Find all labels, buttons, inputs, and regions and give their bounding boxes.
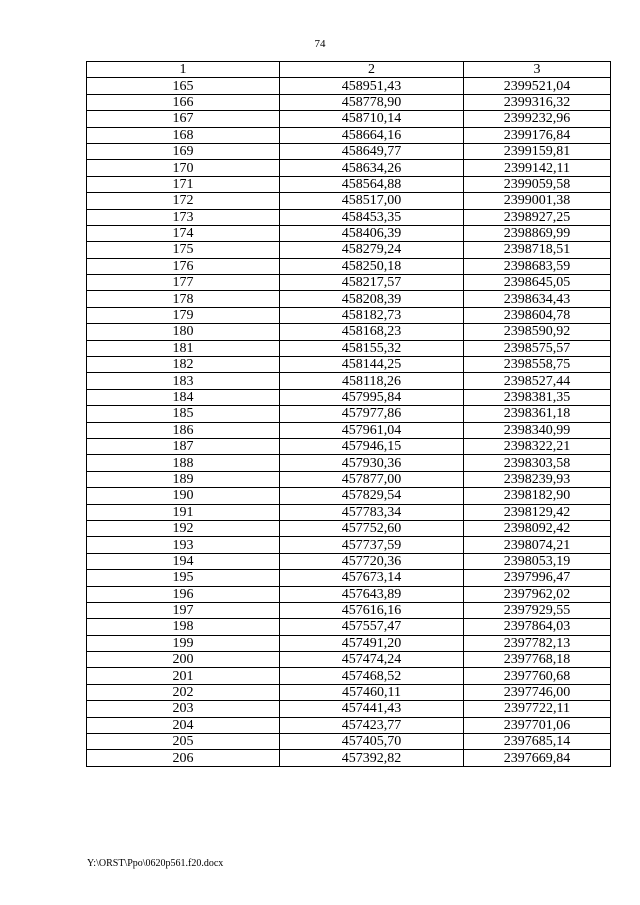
x-coordinate-cell: 457946,15 (280, 438, 464, 454)
x-coordinate-cell: 458168,23 (280, 324, 464, 340)
x-coordinate-cell: 458778,90 (280, 94, 464, 110)
table-row (87, 258, 611, 274)
table-row (87, 553, 611, 569)
x-coordinate-cell: 457557,47 (280, 619, 464, 635)
y-coordinate-cell: 2397669,84 (464, 750, 611, 766)
point-number-cell: 198 (87, 619, 280, 635)
table-row (87, 734, 611, 750)
y-coordinate-cell: 2399001,38 (464, 193, 611, 209)
table-row (87, 668, 611, 684)
x-coordinate-cell: 457460,11 (280, 684, 464, 700)
x-coordinate-cell: 458453,35 (280, 209, 464, 225)
y-coordinate-cell: 2398869,99 (464, 225, 611, 241)
x-coordinate-cell: 457405,70 (280, 734, 464, 750)
table-row (87, 619, 611, 635)
document-file-path: Y:\ORST\Ppo\0620p561.f20.docx (87, 858, 224, 869)
point-number-cell: 206 (87, 750, 280, 766)
table-row (87, 340, 611, 356)
y-coordinate-cell: 2397768,18 (464, 652, 611, 668)
y-coordinate-cell: 2399316,32 (464, 94, 611, 110)
table-row (87, 602, 611, 618)
x-coordinate-cell: 457720,36 (280, 553, 464, 569)
y-coordinate-cell: 2398381,35 (464, 389, 611, 405)
y-coordinate-cell: 2398092,42 (464, 520, 611, 536)
table-row (87, 750, 611, 766)
point-number-cell: 193 (87, 537, 280, 553)
x-coordinate-cell: 458118,26 (280, 373, 464, 389)
x-coordinate-cell: 458634,26 (280, 160, 464, 176)
point-number-cell: 165 (87, 78, 280, 94)
table-row (87, 307, 611, 323)
point-number-cell: 178 (87, 291, 280, 307)
point-number-cell: 191 (87, 504, 280, 520)
y-coordinate-cell: 2398927,25 (464, 209, 611, 225)
x-coordinate-cell: 457423,77 (280, 717, 464, 733)
table-row (87, 406, 611, 422)
x-coordinate-cell: 457491,20 (280, 635, 464, 651)
point-number-cell: 199 (87, 635, 280, 651)
x-coordinate-cell: 457930,36 (280, 455, 464, 471)
point-number-cell: 188 (87, 455, 280, 471)
point-number-cell: 190 (87, 488, 280, 504)
x-coordinate-cell: 458144,25 (280, 357, 464, 373)
y-coordinate-cell: 2398527,44 (464, 373, 611, 389)
y-coordinate-cell: 2397929,55 (464, 602, 611, 618)
table-row (87, 389, 611, 405)
y-coordinate-cell: 2397864,03 (464, 619, 611, 635)
x-coordinate-cell: 457877,00 (280, 471, 464, 487)
table-row (87, 275, 611, 291)
table-row (87, 324, 611, 340)
table-row (87, 504, 611, 520)
x-coordinate-cell: 457474,24 (280, 652, 464, 668)
x-coordinate-cell: 458710,14 (280, 111, 464, 127)
point-number-cell: 173 (87, 209, 280, 225)
point-number-cell: 202 (87, 684, 280, 700)
table-row (87, 635, 611, 651)
x-coordinate-cell: 458649,77 (280, 143, 464, 159)
x-coordinate-cell: 457392,82 (280, 750, 464, 766)
y-coordinate-cell: 2398683,59 (464, 258, 611, 274)
table-row (87, 78, 611, 94)
point-number-cell: 185 (87, 406, 280, 422)
x-coordinate-cell: 457441,43 (280, 701, 464, 717)
point-number-cell: 166 (87, 94, 280, 110)
y-coordinate-cell: 2398634,43 (464, 291, 611, 307)
x-coordinate-cell: 458564,88 (280, 176, 464, 192)
x-coordinate-cell: 457829,54 (280, 488, 464, 504)
x-coordinate-cell: 457468,52 (280, 668, 464, 684)
table-row (87, 373, 611, 389)
y-coordinate-cell: 2398604,78 (464, 307, 611, 323)
column-header: 2 (280, 62, 464, 78)
point-number-cell: 170 (87, 160, 280, 176)
point-number-cell: 172 (87, 193, 280, 209)
x-coordinate-cell: 458951,43 (280, 78, 464, 94)
y-coordinate-cell: 2398558,75 (464, 357, 611, 373)
point-number-cell: 181 (87, 340, 280, 356)
y-coordinate-cell: 2398340,99 (464, 422, 611, 438)
y-coordinate-cell: 2397962,02 (464, 586, 611, 602)
y-coordinate-cell: 2399142,11 (464, 160, 611, 176)
point-number-cell: 177 (87, 275, 280, 291)
point-number-cell: 204 (87, 717, 280, 733)
table-row (87, 111, 611, 127)
point-number-cell: 169 (87, 143, 280, 159)
y-coordinate-cell: 2399159,81 (464, 143, 611, 159)
point-number-cell: 186 (87, 422, 280, 438)
y-coordinate-cell: 2397996,47 (464, 570, 611, 586)
x-coordinate-cell: 458182,73 (280, 307, 464, 323)
table-row (87, 717, 611, 733)
table-row (87, 438, 611, 454)
table-row (87, 701, 611, 717)
table-row (87, 160, 611, 176)
point-number-cell: 205 (87, 734, 280, 750)
point-number-cell: 184 (87, 389, 280, 405)
point-number-cell: 197 (87, 602, 280, 618)
y-coordinate-cell: 2398718,51 (464, 242, 611, 258)
x-coordinate-cell: 458406,39 (280, 225, 464, 241)
y-coordinate-cell: 2399176,84 (464, 127, 611, 143)
table-row (87, 225, 611, 241)
point-number-cell: 183 (87, 373, 280, 389)
y-coordinate-cell: 2397782,13 (464, 635, 611, 651)
x-coordinate-cell: 458664,16 (280, 127, 464, 143)
table-row (87, 176, 611, 192)
table-row (87, 143, 611, 159)
x-coordinate-cell: 457977,86 (280, 406, 464, 422)
y-coordinate-cell: 2398645,05 (464, 275, 611, 291)
x-coordinate-cell: 458517,00 (280, 193, 464, 209)
table-row (87, 455, 611, 471)
point-number-cell: 168 (87, 127, 280, 143)
table-row (87, 488, 611, 504)
x-coordinate-cell: 457643,89 (280, 586, 464, 602)
point-number-cell: 171 (87, 176, 280, 192)
table-header-row (87, 62, 611, 78)
table-row (87, 586, 611, 602)
y-coordinate-cell: 2398053,19 (464, 553, 611, 569)
y-coordinate-cell: 2398129,42 (464, 504, 611, 520)
y-coordinate-cell: 2397685,14 (464, 734, 611, 750)
table-row (87, 291, 611, 307)
point-number-cell: 182 (87, 357, 280, 373)
table-row (87, 520, 611, 536)
y-coordinate-cell: 2398322,21 (464, 438, 611, 454)
table-row (87, 684, 611, 700)
table-row (87, 652, 611, 668)
y-coordinate-cell: 2398239,93 (464, 471, 611, 487)
point-number-cell: 203 (87, 701, 280, 717)
x-coordinate-cell: 458208,39 (280, 291, 464, 307)
table-row (87, 471, 611, 487)
table-row (87, 209, 611, 225)
x-coordinate-cell: 457616,16 (280, 602, 464, 618)
table-row (87, 570, 611, 586)
point-number-cell: 187 (87, 438, 280, 454)
y-coordinate-cell: 2398361,18 (464, 406, 611, 422)
x-coordinate-cell: 458155,32 (280, 340, 464, 356)
table-body (87, 78, 611, 766)
y-coordinate-cell: 2399521,04 (464, 78, 611, 94)
table-row (87, 94, 611, 110)
point-number-cell: 167 (87, 111, 280, 127)
point-number-cell: 200 (87, 652, 280, 668)
y-coordinate-cell: 2398303,58 (464, 455, 611, 471)
coordinates-table (86, 61, 611, 767)
y-coordinate-cell: 2399059,58 (464, 176, 611, 192)
point-number-cell: 175 (87, 242, 280, 258)
x-coordinate-cell: 458217,57 (280, 275, 464, 291)
point-number-cell: 196 (87, 586, 280, 602)
point-number-cell: 174 (87, 225, 280, 241)
table-row (87, 127, 611, 143)
x-coordinate-cell: 458279,24 (280, 242, 464, 258)
table-row (87, 357, 611, 373)
point-number-cell: 179 (87, 307, 280, 323)
y-coordinate-cell: 2397701,06 (464, 717, 611, 733)
point-number-cell: 189 (87, 471, 280, 487)
column-header: 3 (464, 62, 611, 78)
y-coordinate-cell: 2398590,92 (464, 324, 611, 340)
x-coordinate-cell: 458250,18 (280, 258, 464, 274)
point-number-cell: 180 (87, 324, 280, 340)
x-coordinate-cell: 457995,84 (280, 389, 464, 405)
x-coordinate-cell: 457752,60 (280, 520, 464, 536)
y-coordinate-cell: 2398182,90 (464, 488, 611, 504)
page-number: 74 (314, 38, 326, 50)
column-header: 1 (87, 62, 280, 78)
point-number-cell: 192 (87, 520, 280, 536)
table-row (87, 193, 611, 209)
point-number-cell: 194 (87, 553, 280, 569)
point-number-cell: 176 (87, 258, 280, 274)
point-number-cell: 195 (87, 570, 280, 586)
x-coordinate-cell: 457737,59 (280, 537, 464, 553)
table-row (87, 422, 611, 438)
y-coordinate-cell: 2397746,00 (464, 684, 611, 700)
point-number-cell: 201 (87, 668, 280, 684)
y-coordinate-cell: 2397760,68 (464, 668, 611, 684)
y-coordinate-cell: 2398074,21 (464, 537, 611, 553)
table-row (87, 537, 611, 553)
x-coordinate-cell: 457961,04 (280, 422, 464, 438)
y-coordinate-cell: 2397722,11 (464, 701, 611, 717)
y-coordinate-cell: 2398575,57 (464, 340, 611, 356)
table-row (87, 242, 611, 258)
x-coordinate-cell: 457673,14 (280, 570, 464, 586)
x-coordinate-cell: 457783,34 (280, 504, 464, 520)
y-coordinate-cell: 2399232,96 (464, 111, 611, 127)
